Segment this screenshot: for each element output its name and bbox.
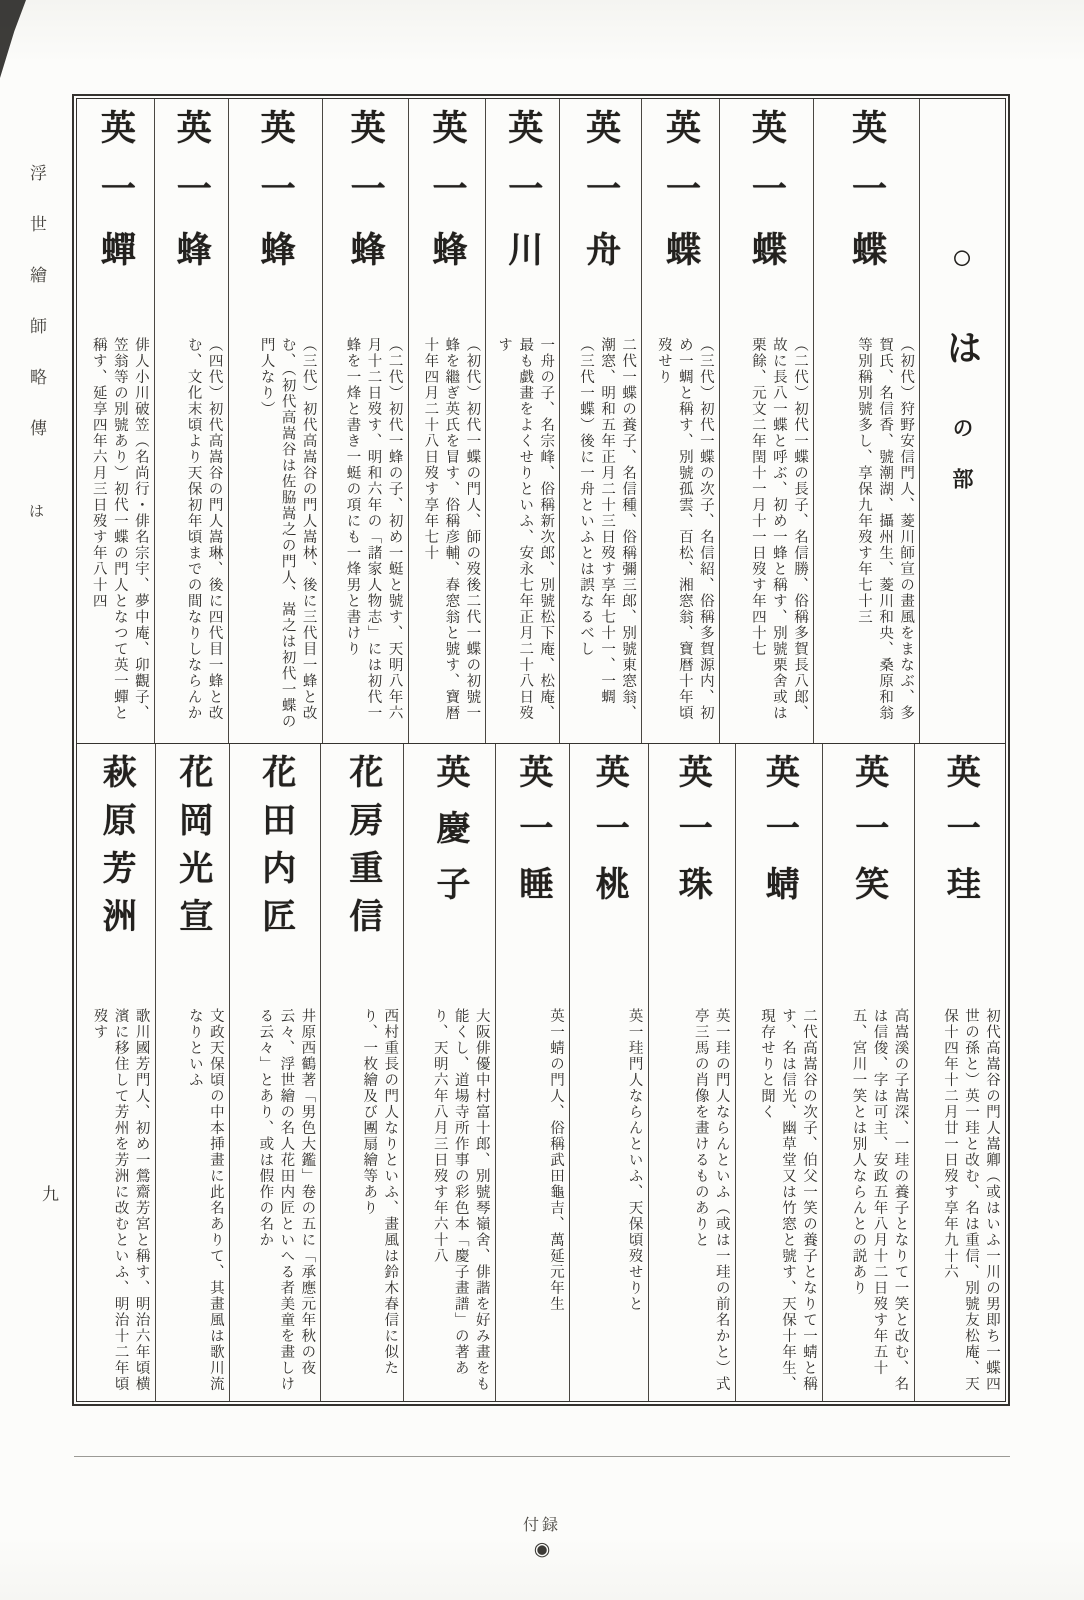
entry-name: 英一蜂 (256, 109, 296, 292)
entry-cell-top-6 (322, 99, 408, 743)
entry-name: 英一珠 (673, 754, 711, 922)
entry-body: 二代一蝶の養子、名信種、俗稱彌三郎、別號東窓翁、潮窓、明和五年正月二十三日歿す享年七十一、一蜩（三代一蝶）後に一舟といふとは誤なるべし (578, 337, 637, 721)
entry-cell-top-3 (559, 99, 641, 743)
footer-label: 付録 (522, 1517, 561, 1534)
entry-cell-bottom-5 (495, 744, 569, 1401)
entry-name: 英一川 (503, 109, 543, 292)
entry-cell-bottom-3 (648, 744, 735, 1401)
margin-section-marker: は (29, 504, 45, 520)
entry-name: 英一蟬 (96, 109, 136, 292)
entry-cell-top-0 (813, 99, 919, 743)
entry-body: 二代高嵩谷の次子、伯父一笑の養子となりて一蜻と稱す、名は信光、幽草堂又は竹窓と號す、天保十年生、現存せりと聞く (758, 1008, 817, 1392)
section-header-main: ○は (942, 237, 983, 417)
entry-body: 歌川國芳門人、初め一鶯齋芳宮と稱す、明治六年頃横濱に移住して芳州を芳洲に改むといふ、明治十二年頃歿す (91, 1008, 150, 1392)
margin-book-title: 浮世繪師略傳 (27, 164, 46, 470)
entry-body: 初代高嵩谷の門人嵩卿（或はいふ一川の男即ち一蝶四世の孫と）英一珪と改む、名は重信、別號友松庵、天保十四年十二月廿一日歿す享年九十六 (941, 1008, 1000, 1392)
entry-cell-bottom-7 (320, 744, 403, 1401)
entry-cell-bottom-10 (77, 744, 155, 1401)
table-row-top (77, 99, 1005, 744)
entry-cell-top-1 (719, 99, 813, 743)
entry-body: （初代）狩野安信門人、菱川師宣の畫風をまなぶ、多賀氏、名信香、號潮湖、攝州生、菱川和央、桑原和翁等別稱別號多し、享保九年歿す年七十三 (856, 337, 915, 721)
entry-body: 高嵩溪の子嵩深、一珪の養子となりて一笑と改む、名は信俊、字は可主、安政五年八月十二日歿す年五十五、宮川一笑とは別人ならんとの説あり (850, 1008, 909, 1392)
section-header (937, 237, 988, 519)
entry-name: 英一蝶 (661, 109, 701, 292)
entry-cell-top-5 (408, 99, 486, 743)
entry-name: 英慶子 (431, 754, 468, 922)
entry-body: 大阪俳優中村富十郎、別號琴嶺舍、俳諧を好み畫をも能くし、道場寺所作事の彩色本「慶子畫譜」の著あり、天明六年八月三日歿す年六十八 (431, 1008, 490, 1392)
entry-cell-top-7 (228, 99, 322, 743)
entry-body: （三代）初代高嵩谷の門人嵩林、後に三代目一蜂と改む、（初代高嵩谷は佐脇嵩之の門人、嵩之は初代一蝶の門人なり） (258, 337, 317, 730)
entry-name: 英一蜂 (346, 109, 386, 292)
entry-name: 萩原芳洲 (97, 754, 135, 946)
entry-name: 花房重信 (343, 754, 381, 946)
entry-name: 英一蜻 (760, 754, 798, 922)
entry-body: 西村重長の門人なりといふ、畫風は鈴木春信に似たり、一枚繪及び團扇繪等あり (361, 1008, 399, 1376)
entry-name: 英一舟 (581, 109, 621, 292)
entry-cell-bottom-4 (569, 744, 648, 1401)
entry-body: （二代）初代一蝶の長子、名信勝、俗稱多賀長八郎、故に長八一蝶と呼ぶ、初め一蜂と稱す、別號栗舍或は栗餘、元文二年閏十一月十一日歿す年四十七 (749, 337, 808, 721)
entry-body: （二代）初代一蜂の子、初め一蜓と號す、天明八年六月十二日歿す、明和六年の「諸家人物志」には初代一蜂を一烽と書き一蜓の項にも一烽男と書けり (344, 337, 403, 721)
entry-name: 花田内匠 (256, 754, 294, 946)
page-number: 九 (42, 1185, 59, 1204)
biography-table-frame (72, 94, 1010, 1406)
entry-body: 英一珪の門人ならんといふ（或は一珪の前名かと）式亭三馬の肖像を畫けるものありと (692, 1008, 730, 1392)
entry-body: 井原西鶴著「男色大鑑」卷の五に「承應元年秋の夜云々、浮世繪の名人花田内匠といへる者美童を畫しける云々」とあり、或は假作の名か (257, 1008, 316, 1392)
entry-name: 英一蝶 (747, 109, 787, 292)
entry-body: （四代）初代高嵩谷の門人嵩琳、後に四代目一蜂と改む、文化末頃より天保初年頃までの間なりしならんか (185, 337, 223, 721)
section-header-sub: の部 (950, 417, 975, 519)
entry-body: （三代）初代一蝶の次子、名信紹、俗稱多賀源内、初め一蜩と稱す、別號孤雲、百松、湘窓翁、寶暦十年頃歿せり (655, 337, 714, 721)
entry-body: （初代）初代一蝶の門人、師の歿後二代一蝶の初號一蜂を繼ぎ英氏を冒す、俗稱彦輔、春窓翁と號す、寶暦十年四月二十八日歿す享年七十 (422, 337, 481, 721)
entry-body: 俳人小川破笠（名尚行・俳名宗宇、夢中庵、卯觀子、笠翁等の別號あり）初代一蝶の門人となつて英一蟬と稱す、延享四年六月三日歿す年八十四 (90, 337, 149, 721)
entry-cell-bottom-8 (229, 744, 321, 1401)
entry-cell-top-4 (485, 99, 559, 743)
binding-target-mark: ◉ (533, 1539, 551, 1560)
entry-name: 英一笑 (849, 754, 887, 922)
entry-name: 花岡光宣 (173, 754, 211, 946)
entry-cell-bottom-6 (403, 744, 495, 1401)
entry-name: 英一桃 (590, 754, 628, 922)
entry-cell-top-8 (154, 99, 228, 743)
biography-table (76, 98, 1006, 1402)
entry-name: 英一珪 (941, 754, 979, 922)
entry-body: 一舟の子、名宗峰、俗稱新次郎、別號松下庵、松庵、最も戯畫をよくせりといふ、安永七年正月二十八日歿す (496, 337, 555, 721)
entry-body: 文政天保頃の中本挿畫に此名ありて、其畫風は歌川流なりといふ (186, 1008, 224, 1392)
entry-name: 英一蝶 (847, 109, 887, 292)
entry-name: 英一睡 (513, 754, 551, 922)
section-header-cell (919, 99, 1005, 743)
entry-cell-top-2 (641, 99, 719, 743)
entry-cell-top-9 (77, 99, 154, 743)
entry-cell-bottom-1 (822, 744, 914, 1401)
table-row-bottom (77, 744, 1005, 1401)
entry-body: 英一珪門人ならんといふ、天保頃歿せりと (626, 1008, 643, 1312)
entry-cell-bottom-0 (914, 744, 1006, 1401)
entry-body: 英一蜻の門人、俗稱武田龜吉、萬延元年生 (548, 1008, 565, 1312)
entry-cell-bottom-2 (735, 744, 822, 1401)
entry-cell-bottom-9 (155, 744, 229, 1401)
entry-name: 英一蜂 (427, 109, 467, 292)
footer-divider (74, 1456, 1010, 1457)
entry-name: 英一蜂 (172, 109, 212, 292)
